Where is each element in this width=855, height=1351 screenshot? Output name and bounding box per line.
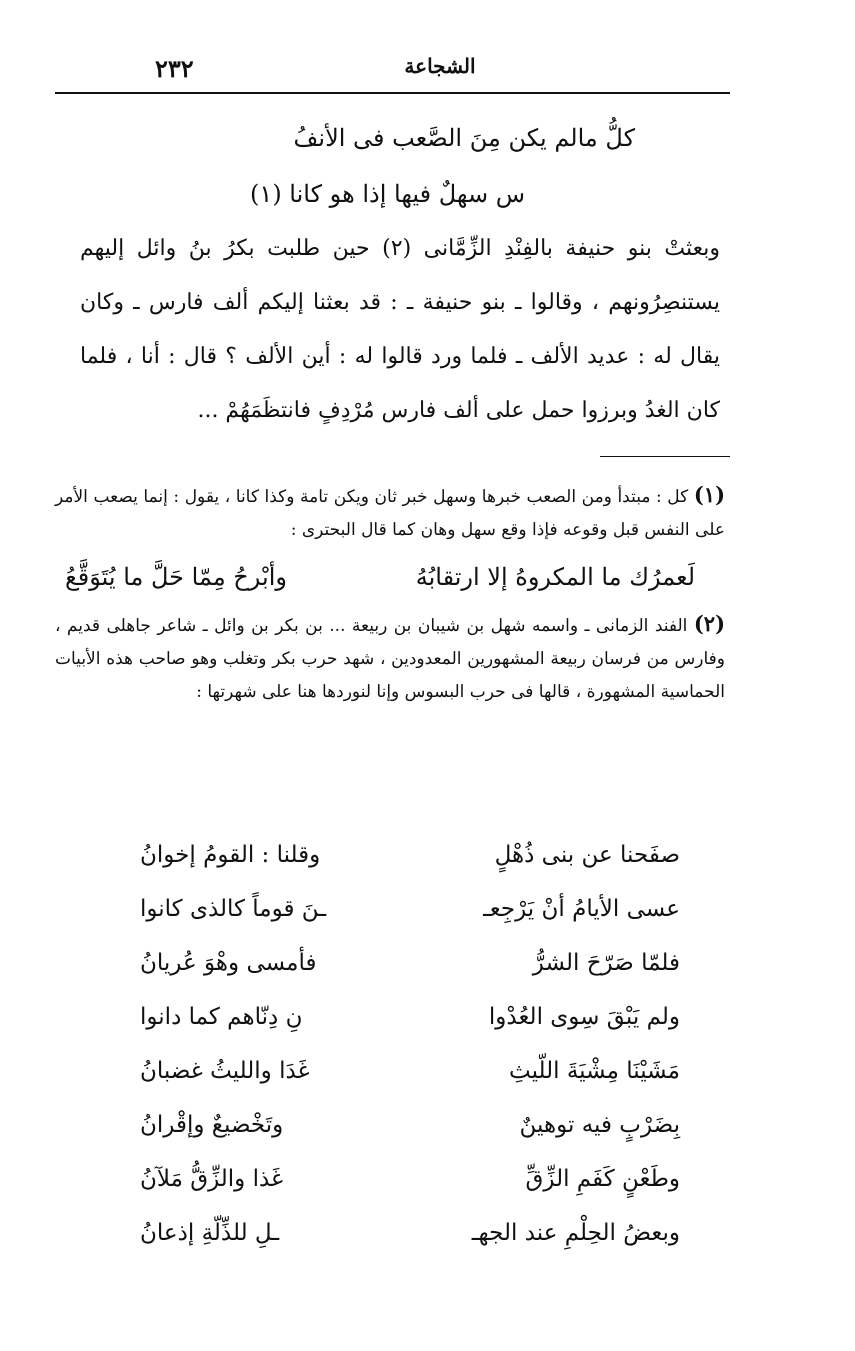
poem-line bbox=[140, 936, 680, 990]
verse-line-1: كلُّ مالم يكن مِنَ الصَّعب فى الأنفُ bbox=[293, 124, 635, 152]
poem-line bbox=[140, 1206, 680, 1260]
poem-hemistich-2: وتَخْضيعٌ وإقْرانُ bbox=[140, 1112, 284, 1138]
poem-line bbox=[140, 828, 680, 882]
footnote-2-text: الفند الزمانى ـ واسمه شهل بن شيبان بن ربيعة ... بن بكر بن وائل ـ شاعر جاهلى قديم ، وفارس من فرسان ربيعة المشهورين المعدودين ، شهد حرب بكر وتغلب وهو صاحب هذه الأبيات الحماسية المشهورة ، قالها فى حرب البسوس وإنا لنوردها هنا على شهرتها : bbox=[55, 616, 725, 702]
poem-hemistich-2: نِ دِنّاهم كما دانوا bbox=[140, 1004, 303, 1030]
footnote-2 bbox=[55, 607, 725, 709]
poem-hemistich-1: ولم يَبْقَ سِوى العُدْوا bbox=[488, 1004, 680, 1030]
verse-line-2: س سهلٌ فيها إذا هو كانا (١) bbox=[250, 180, 525, 208]
poem-hemistich-1: بِضَرْبٍ فيه توهينٌ bbox=[519, 1112, 680, 1138]
page-header bbox=[55, 50, 730, 94]
poem-hemistich-1: عسى الأيامُ أنْ يَرْجِعـ bbox=[483, 896, 680, 922]
footnote-2-number: (٢) bbox=[693, 611, 725, 636]
footnote-1-text: كل : مبتدأ ومن الصعب خبرها وسهل خبر ثان ويكن تامة وكذا كانا ، يقول : إنما يصعب الأمر على النفس قبل وقوعه فإذا وقع سهل وهان كما قال البحترى : bbox=[55, 487, 725, 540]
poem-hemistich-2: وقلنا : القومُ إخوانُ bbox=[140, 842, 321, 868]
poem-line bbox=[140, 882, 680, 936]
page-number: ٢٣٢ bbox=[155, 54, 194, 83]
poem-hemistich-1: مَشَيْنَا مِشْيَةَ اللّيثِ bbox=[509, 1058, 680, 1084]
footnote-rule bbox=[600, 456, 730, 457]
poem-hemistich-2: فأمسى وهْوَ عُريانُ bbox=[140, 950, 317, 976]
running-title: الشجاعة bbox=[404, 54, 476, 78]
poem bbox=[140, 828, 680, 1260]
poem-hemistich-2: ـلِ للذِّلّةِ إذعانُ bbox=[140, 1220, 280, 1246]
poem-hemistich-1: وطَعْنٍ كَفَمِ الزِّقِّ bbox=[525, 1166, 680, 1192]
poem-line bbox=[140, 1044, 680, 1098]
footnote-1-number: (١) bbox=[693, 482, 725, 507]
main-prose: وبعثتْ بنو حنيفة بالفِنْدِ الزِّمَّانى (٢) حين طلبت بكرُ بنُ وائل إليهم يستنصِرُونهم ، وقالوا ـ بنو حنيفة ـ : قد بعثنا إليكم ألف فارس ـ وكان يقال له : عديد الألف ـ فلما ورد قالوا له : أين الألف ؟ قال : أنا ، فلما كان الغدُ وبرزوا حمل على ألف فارس مُرْدِفٍ فانتظَمَهُمْ ... bbox=[80, 236, 720, 423]
poem-line bbox=[140, 1098, 680, 1152]
poem-hemistich-2: غَذا والزِّقُّ مَلآنُ bbox=[140, 1166, 284, 1192]
footnotes bbox=[55, 478, 725, 709]
poem-hemistich-1: فلمّا صَرّحَ الشرُّ bbox=[532, 950, 680, 976]
poem-hemistich-1: صفَحنا عن بنى ذُهْلٍ bbox=[494, 842, 680, 868]
main-text bbox=[80, 110, 720, 438]
bihtari-verse bbox=[55, 549, 725, 605]
poem-hemistich-2: غَدَا والليثُ غضبانُ bbox=[140, 1058, 310, 1084]
bihtari-hemistich-1: لَعمرُك ما المكروهُ إلا ارتقابُهُ bbox=[415, 563, 695, 591]
bihtari-hemistich-2: وأبْرحُ مِمّا حَلَّ ما يُتَوَقَّعُ bbox=[65, 563, 287, 591]
header-rule bbox=[55, 92, 730, 94]
poem-hemistich-2: ـنَ قوماً كالذى كانوا bbox=[140, 896, 327, 922]
poem-line bbox=[140, 1152, 680, 1206]
footnote-1 bbox=[55, 478, 725, 547]
poem-line bbox=[140, 990, 680, 1044]
poem-hemistich-1: وبعضُ الحِلْمِ عند الجهـ bbox=[471, 1220, 680, 1246]
